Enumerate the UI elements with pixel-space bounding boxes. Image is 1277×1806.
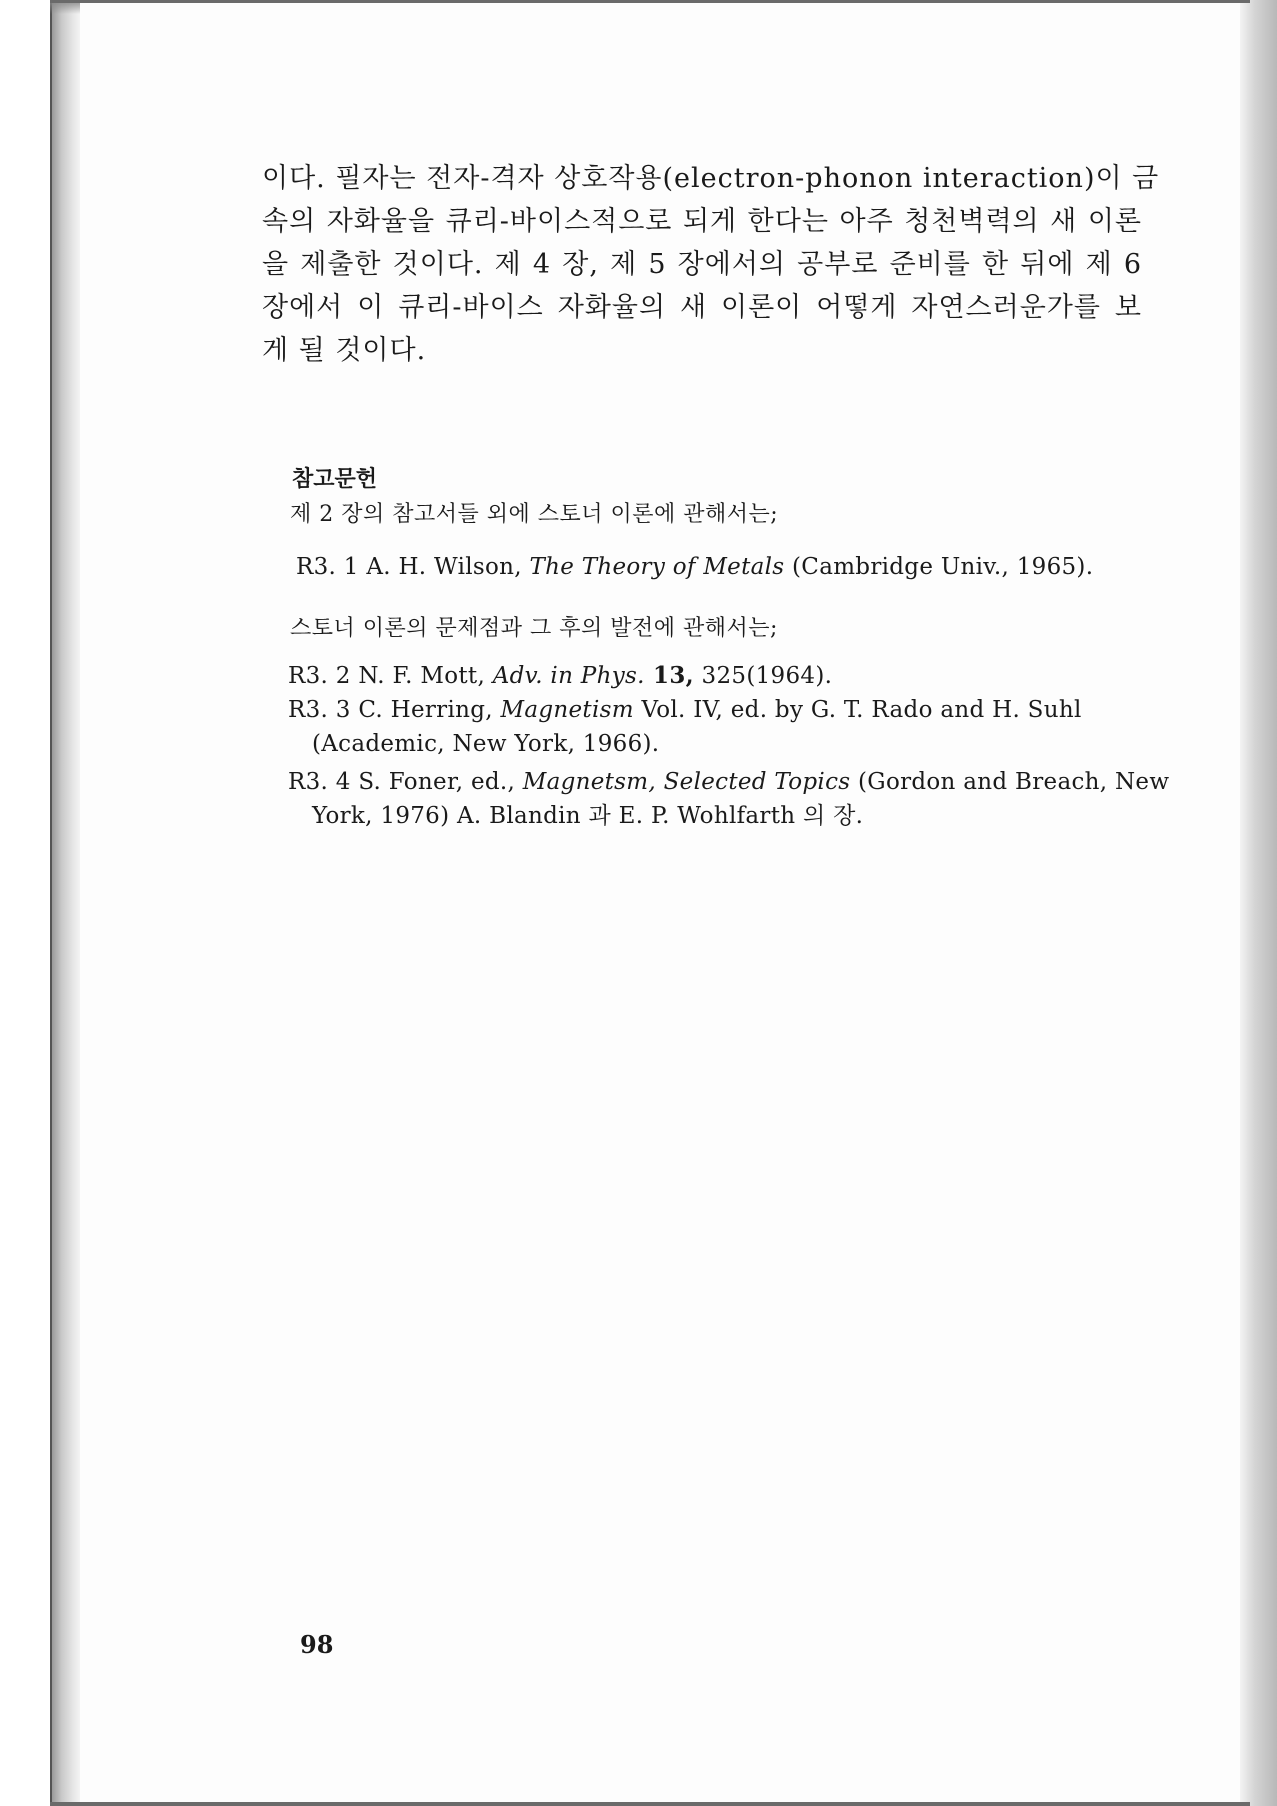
page-left-edge	[50, 0, 80, 1806]
reference-details: (Gordon and Breach, New	[850, 769, 1170, 795]
reference-label: R3. 1 A. H. Wilson,	[296, 554, 530, 580]
reference-label: R3. 4 S. Foner, ed.,	[288, 769, 523, 795]
reference-continuation: (Academic, New York, 1966).	[312, 731, 660, 757]
page-top-border	[50, 0, 1250, 3]
reference-r3-1	[296, 550, 1176, 584]
paragraph-line: 을 제출한 것이다. 제 4 장, 제 5 장에서의 공부로 준비를 한 뒤에 제 6	[262, 249, 1142, 280]
page-number: 98	[300, 1630, 334, 1659]
references-intro-stoner: 제 2 장의 참고서들 외에 스토너 이론에 관해서는;	[290, 502, 779, 527]
reference-r3-2	[288, 659, 1168, 693]
body-paragraph	[262, 157, 1160, 372]
reference-r3-4	[288, 765, 1168, 833]
reference-continuation: York, 1976) A. Blandin 과 E. P. Wohlfarth 의 장.	[312, 803, 864, 829]
paragraph-line: 장에서 이 큐리-바이스 자화율의 새 이론이 어떻게 자연스러운가를 보	[262, 292, 1142, 323]
references-intro-problems: 스토너 이론의 문제점과 그 후의 발전에 관해서는;	[290, 616, 778, 641]
reference-title: The Theory of Metals	[529, 554, 785, 580]
page-bottom-border	[50, 1802, 1250, 1806]
paragraph-line: 속의 자화율을 큐리-바이스적으로 되게 한다는 아주 청천벽력의 새 이론	[262, 206, 1142, 237]
reference-title: Magnetism	[500, 697, 634, 723]
paragraph-line: 게 될 것이다.	[262, 335, 427, 366]
references-heading: 참고문헌	[292, 467, 378, 492]
page-right-edge	[1240, 0, 1277, 1806]
reference-title: Magnetsm, Selected Topics	[522, 769, 851, 795]
reference-details: (Cambridge Univ., 1965).	[784, 554, 1094, 580]
reference-details: Vol. IV, ed. by G. T. Rado and H. Suhl	[633, 697, 1082, 723]
paragraph-line: 이다. 필자는 전자-격자 상호작용(electron-phonon interaction)이 금	[262, 163, 1160, 194]
reference-details: 325(1964).	[693, 663, 833, 689]
reference-label: R3. 2 N. F. Mott,	[288, 663, 493, 689]
reference-r3-3	[288, 693, 1168, 761]
reference-journal: Adv. in Phys.	[492, 663, 645, 689]
reference-label: R3. 3 C. Herring,	[288, 697, 501, 723]
reference-volume: 13,	[644, 662, 694, 689]
